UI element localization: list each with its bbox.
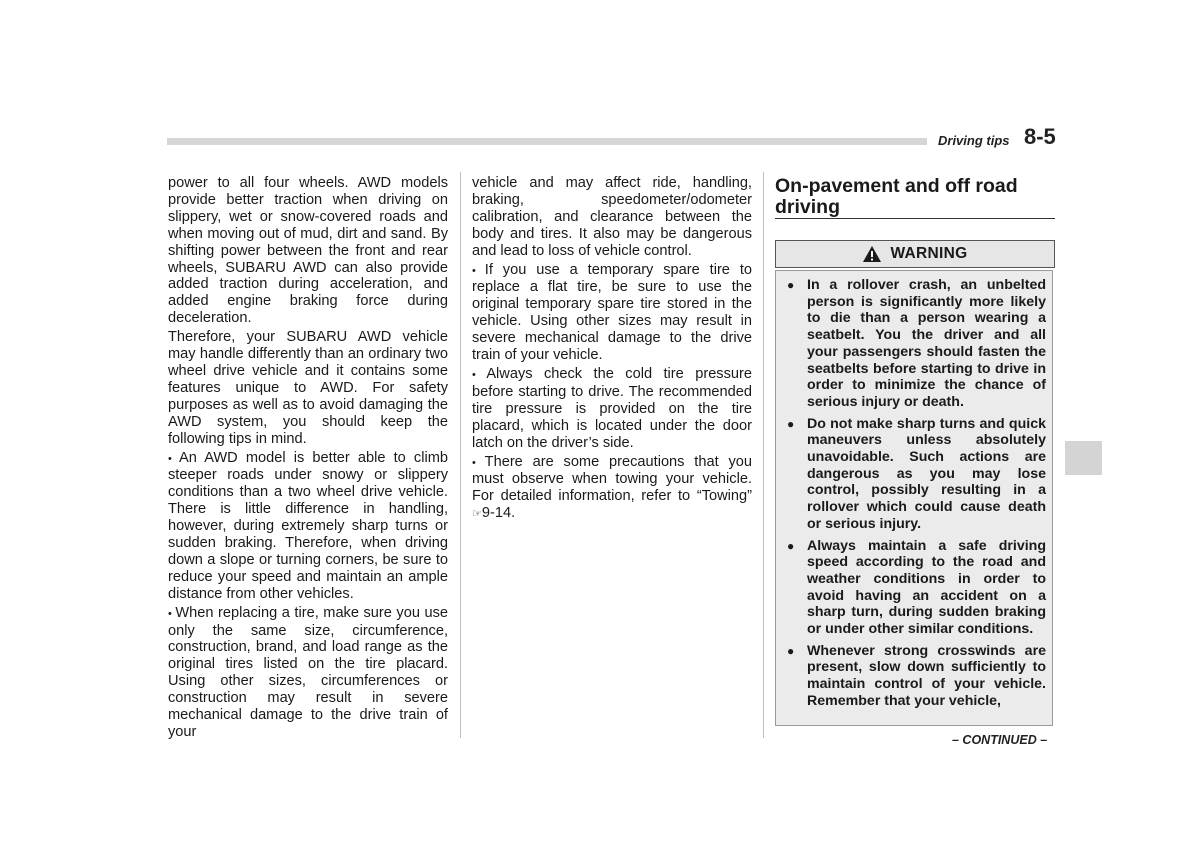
warning-icon <box>862 245 882 263</box>
paragraph: vehicle and may affect ride, handling, braking, speedometer/odometer calibration, and clearance between the body and tires. It also may be dangerous and lead to loss of vehicle control. <box>472 175 752 259</box>
bullet-icon: ● <box>787 278 795 292</box>
header-section-title: Driving tips <box>938 133 1010 148</box>
title-underline <box>775 218 1055 219</box>
chapter-thumb-tab <box>1065 441 1102 475</box>
column-divider-right <box>763 172 764 738</box>
paragraph: Therefore, your SUBARU AWD vehicle may handle differently than an ordinary two wheel drive vehicle and it contains some features unique to AWD. For safety purposes as well as to avoid damaging the AWD system, you should keep the following tips in mind. <box>168 329 448 447</box>
warning-item <box>784 538 1046 638</box>
warning-item-text: Always maintain a safe driving speed according to the road and weather conditions in order to avoid having an accident on a sharp turn, during sudden braking or under other similar conditions. <box>807 537 1046 638</box>
header-bar <box>167 138 927 145</box>
bullet-icon: ● <box>787 643 795 658</box>
warning-item <box>784 416 1046 533</box>
warning-item-text: Whenever strong crosswinds are present, slow down sufficiently to maintain control of your vehicle. Remember that your vehicle, <box>807 642 1046 709</box>
warning-list <box>784 277 1046 715</box>
paragraph: power to all four wheels. AWD models provide better traction when driving on slippery, wet or snow-covered roads and when moving out of mud, dirt and sand. By shifting power between the front and rear wheels, SUBARU AWD can also provide added traction during acceleration, and added engine braking force during deceleration. <box>168 175 448 327</box>
bullet-icon: ● <box>787 538 795 553</box>
warning-item-text: In a rollover crash, an unbelted person is significantly more likely to die than a person wearing a seatbelt. You the driver and all your passengers should fasten the seatbelts before starting to drive in order to minimize the chance of serious injury or death. <box>807 277 1046 410</box>
bullet-paragraph: • Always check the cold tire pressure before starting to drive. The recommended tire pressure is provided on the tire placard, which is located under the door latch on the driver’s side. <box>472 366 752 452</box>
towing-reference-text: There are some precautions that you must observe when towing your vehicle. For detailed information, refer to “Towing” <box>472 453 752 505</box>
warning-header <box>775 240 1055 268</box>
bullet-paragraph: • When replacing a tire, make sure you use only the same size, circumference, construction, brand, and load range as the original tires listed on the tire placard. Using other sizes, circumferences or construction may result in severe mechanical damage to the drive train of your <box>168 605 448 741</box>
warning-item <box>784 277 1046 411</box>
warning-label: WARNING <box>890 245 968 262</box>
column-divider-left <box>460 172 461 738</box>
page-number: 8-5 <box>1024 124 1056 149</box>
bullet-paragraph: • An AWD model is better able to climb steeper roads under snowy or slippery conditions than a two wheel drive vehicle. There is little difference in handling, however, during extremely sharp turns or sudden braking. Therefore, when driving down a slope or turning corners, be sure to reduce your speed and maintain an ample distance from other vehicles. <box>168 450 448 603</box>
warning-item <box>784 643 1046 710</box>
section-title: On-pavement and off road driving <box>775 175 1018 218</box>
warning-box <box>775 270 1053 726</box>
bullet-icon: ● <box>787 416 795 431</box>
warning-item-text: Do not make sharp turns and quick maneuvers unless absolutely unavoidable. Such actions are dangerous as you may lose control, possibly resulting in a rollover which could cause death or serious injury. <box>807 415 1046 532</box>
bullet-paragraph: • If you use a temporary spare tire to replace a flat tire, be sure to use the original temporary spare tire stored in the vehicle. Using other sizes may result in severe mechanical damage to the drive train of your vehicle. <box>472 262 752 364</box>
text-column-2 <box>472 175 752 525</box>
page-reference: 9-14. <box>481 505 516 522</box>
continued-label: – CONTINUED – <box>952 733 1048 747</box>
bullet-paragraph <box>472 454 752 524</box>
page-reference-icon: ☞ <box>472 508 482 521</box>
text-column-1 <box>168 175 448 743</box>
